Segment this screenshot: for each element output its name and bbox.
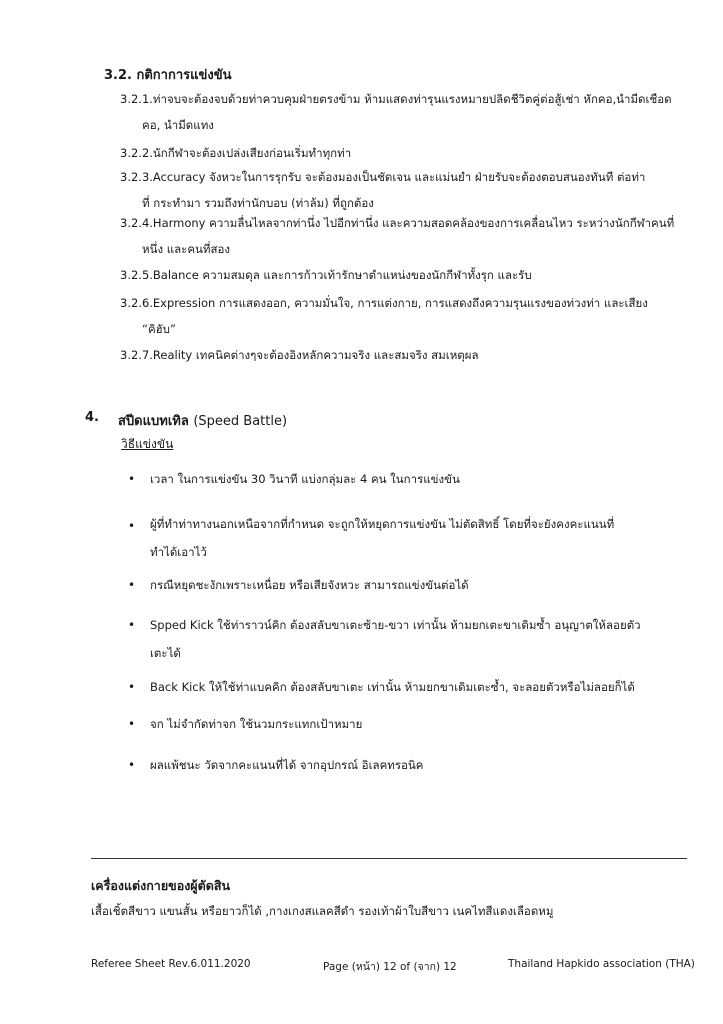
section-3-2-heading: 3.2. กติกาการแข่งขัน: [104, 68, 232, 83]
rule-3-2-5: [120, 262, 692, 288]
rule-line2: “คิฮับ”: [142, 322, 176, 336]
bullet-marker: •: [128, 680, 136, 694]
rule-3-2-6: [120, 290, 692, 342]
bullet-marker: •: [128, 758, 136, 772]
section-4-title-th: สปีดแบทเทิล: [118, 414, 189, 429]
bullet-line1: กรณีหยุดชะงักเพราะเหนื่อย หรือเสียจังหวะ สามารถแข่งขันต่อได้: [150, 578, 469, 592]
attire-text: เสื้อเชิ้ตสีขาว แขนสั้น หรือยาวก็ได้ ,กางเกงสแลคสีดำ รองเท้าผ้าใบสีขาว เนคไทสีแดงเลือดหมู: [91, 904, 554, 918]
bullet-line1: Spped Kick ใช้ท่าราวน์คิก ต้องสลับขาเตะซ้าย-ขวา เท่านั้น ห้ามยกเตะขาเดิมซ้ำ อนุญาตให้ลอยตัว: [150, 618, 641, 632]
footer-page-number: Page (หน้า) 12 of (จาก) 12: [323, 961, 457, 973]
bullet-line2: ทำได้เอาไว้: [150, 545, 207, 559]
bullet-line1: Back Kick ให้ใช้ท่าแบคคิก ต้องสลับขาเตะ เท่านั้น ห้ามยกขาเดิมเตะซ้ำ, จะลอยตัวหรือไม่ลอยก็ได้: [150, 680, 635, 694]
bullet-item: [150, 751, 680, 779]
rule-line1: 3.2.2.นักกีฬาจะต้องเปล่งเสียงก่อนเริ่มทำทุกท่า: [120, 146, 352, 160]
rule-3-2-4: [120, 210, 692, 262]
bullet-item: [150, 510, 680, 566]
bullet-marker: •: [128, 578, 136, 592]
rule-line1: 3.2.1.ท่าจบจะต้องจบด้วยท่าควบคุมฝ่ายตรงข้าม ห้ามแสดงท่ารุนแรงหมายปลิดชีวิตคู่ต่อสู้เช่า หักคอ,นำมีดเชือด: [120, 92, 672, 106]
bullet-line1: จก ไม่จำกัดท่าจก ใช้นวมกระแทกเป้าหมาย: [150, 717, 363, 731]
bullet-marker: •: [128, 519, 136, 533]
rule-line1: 3.2.6.Expression การแสดงออก, ความมั่นใจ, การแต่งกาย, การแสดงถึงความรุนแรงของท่วงท่า และเสียง: [120, 296, 648, 310]
section-4-title: [118, 410, 287, 431]
rule-line1: 3.2.7.Reality เทคนิคต่างๆจะต้องอิงหลักความจริง และสมจริง สมเหตุผล: [120, 348, 479, 362]
attire-title: เครื่องแต่งกายของผู้ตัดสิน: [91, 878, 231, 893]
bullet-item: [150, 611, 680, 667]
method-label: วิธีแข่งขัน: [121, 437, 174, 451]
footer-doc-id: Referee Sheet Rev.6.011.2020: [91, 958, 251, 970]
rule-3-2-7: [120, 342, 692, 368]
rule-line1: 3.2.4.Harmony ความลื่นไหลจากท่านึ่ง ไปอีกท่านึ่ง และความสอดคล้องของการเคลื่อนไหว ระหว่างนักกีฬาคนที่: [120, 216, 675, 230]
bullet-marker: •: [128, 472, 136, 486]
rule-line1: 3.2.5.Balance ความสมดุล และการก้าวเท้ารักษาตำแหน่งของนักกีฬาทั้งรุก และรับ: [120, 268, 532, 282]
bullet-item: [150, 673, 680, 701]
section-4-number: 4.: [85, 410, 99, 425]
bullet-line1: ผู้ที่ทำท่าทางนอกเหนือจากที่กำหนด จะถูกให้หยุดการแข่งขัน ไม่ตัดสิทธิ์ โดยที่จะยังคงคะแนนที่: [150, 517, 615, 531]
bullet-line1: เวลา ในการแข่งขัน 30 วินาที แบ่งกลุ่มละ 4 คน ในการแข่งขัน: [150, 472, 460, 486]
bullet-marker: •: [128, 618, 136, 632]
bullet-item: [150, 710, 680, 738]
rule-line2: ที่ กระทำมา รวมถึงท่านักบอบ (ท่าล้ม) ที่ถูกต้อง: [142, 196, 374, 210]
bullet-line2: เตะได้: [150, 646, 181, 660]
rule-line2: หนึ่ง และคนที่สอง: [142, 242, 231, 256]
rule-3-2-2: [120, 140, 692, 166]
divider: [91, 858, 687, 859]
bullet-item: [150, 571, 680, 599]
rule-3-2-1: [120, 86, 692, 138]
rule-line2: คอ, นำมีดแทง: [142, 118, 214, 132]
section-4-title-en: (Speed Battle): [193, 414, 288, 429]
bullet-item: [150, 465, 680, 493]
bullet-line1: ผลแพ้ชนะ วัดจากคะแนนที่ได้ จากอุปกรณ์ อิเลคทรอนิค: [150, 758, 424, 772]
bullet-marker: •: [128, 717, 136, 731]
rule-line1: 3.2.3.Accuracy จังหวะในการรุกรับ จะต้องมองเป็นชัดเจน และแม่นยำ ฝ่ายรับจะต้องตอบสนองทันที ต่อท่า: [120, 170, 646, 184]
footer-organization: Thailand Hapkido association (THA): [508, 958, 695, 970]
rule-3-2-3: [120, 164, 692, 216]
